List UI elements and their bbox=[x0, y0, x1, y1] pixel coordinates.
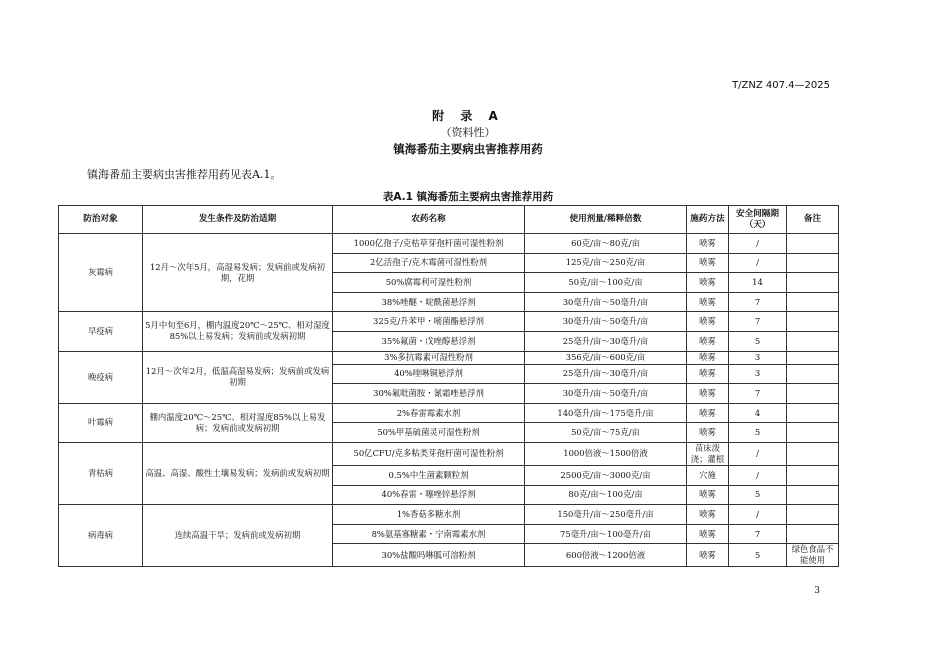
method-cell: 喷雾 bbox=[687, 544, 729, 567]
dosage-cell: 25毫升/亩～30毫升/亩 bbox=[525, 364, 687, 384]
page-number: 3 bbox=[814, 586, 820, 596]
table-header-row bbox=[59, 206, 839, 234]
interval-cell: 4 bbox=[729, 403, 787, 423]
note-cell bbox=[787, 331, 839, 351]
note-cell bbox=[787, 442, 839, 465]
target-cell: 病毒病 bbox=[59, 505, 143, 567]
pesticide-cell: 2%春雷霉素水剂 bbox=[333, 403, 525, 423]
note-cell bbox=[787, 364, 839, 384]
interval-cell: 14 bbox=[729, 273, 787, 293]
table-row bbox=[59, 442, 839, 465]
target-cell: 灰霉病 bbox=[59, 234, 143, 312]
note-cell bbox=[787, 292, 839, 312]
method-cell: 喷雾 bbox=[687, 485, 729, 505]
condition-cell: 12月～次年2月，低温高湿易发病；发病前或发病初期 bbox=[143, 351, 333, 403]
dosage-cell: 140毫升/亩～175毫升/亩 bbox=[525, 403, 687, 423]
condition-cell: 5月中旬至6月，棚内温度20℃～25℃、相对湿度85%以上易发病；发病前或发病初期 bbox=[143, 312, 333, 351]
interval-cell: 3 bbox=[729, 364, 787, 384]
pesticide-cell: 3%多抗霉素可湿性粉剂 bbox=[333, 351, 525, 364]
method-cell: 喷雾 bbox=[687, 234, 729, 254]
condition-cell: 棚内温度20℃～25℃、相对湿度85%以上易发病；发病前或发病初期 bbox=[143, 403, 333, 442]
pesticide-cell: 50%甲基硫菌灵可湿性粉剂 bbox=[333, 423, 525, 443]
pesticide-cell: 1%香菇多糖水剂 bbox=[333, 505, 525, 525]
interval-cell: 5 bbox=[729, 331, 787, 351]
method-cell: 喷雾 bbox=[687, 312, 729, 332]
target-cell: 早疫病 bbox=[59, 312, 143, 351]
pesticide-cell: 40%喹啉铜悬浮剂 bbox=[333, 364, 525, 384]
note-cell: 绿色食品不能使用 bbox=[787, 544, 839, 567]
appendix-heading: 镇海番茄主要病虫害推荐用药 bbox=[393, 142, 543, 156]
pesticide-cell: 35%氟菌・戊唑醇悬浮剂 bbox=[333, 331, 525, 351]
appendix-type: （资料性） bbox=[440, 126, 496, 139]
header-dosage: 使用剂量/稀释倍数 bbox=[525, 206, 687, 234]
table-row bbox=[59, 351, 839, 364]
method-cell: 喷雾 bbox=[687, 292, 729, 312]
dosage-cell: 75毫升/亩～100毫升/亩 bbox=[525, 524, 687, 544]
dosage-cell: 50克/亩～100克/亩 bbox=[525, 273, 687, 293]
method-cell: 喷雾 bbox=[687, 253, 729, 273]
appendix-title: 附 录 A bbox=[432, 109, 504, 123]
standard-code: T/ZNZ 407.4—2025 bbox=[732, 80, 830, 91]
method-cell: 喷雾 bbox=[687, 364, 729, 384]
note-cell bbox=[787, 384, 839, 404]
dosage-cell: 25毫升/亩～30毫升/亩 bbox=[525, 331, 687, 351]
interval-cell: / bbox=[729, 505, 787, 525]
table-caption: 表A.1 镇海番茄主要病虫害推荐用药 bbox=[382, 191, 554, 203]
pesticide-cell: 8%氨基寡糖素・宁南霉素水剂 bbox=[333, 524, 525, 544]
dosage-cell: 150毫升/亩～250毫升/亩 bbox=[525, 505, 687, 525]
method-cell: 喷雾 bbox=[687, 351, 729, 364]
target-cell: 晚疫病 bbox=[59, 351, 143, 403]
intro-text: 镇海番茄主要病虫害推荐用药见表A.1。 bbox=[87, 168, 282, 181]
note-cell bbox=[787, 351, 839, 364]
dosage-cell: 60克/亩～80克/亩 bbox=[525, 234, 687, 254]
note-cell bbox=[787, 403, 839, 423]
table-row bbox=[59, 234, 839, 254]
target-cell: 青枯病 bbox=[59, 442, 143, 504]
note-cell bbox=[787, 465, 839, 485]
pesticide-cell: 325克/升苯甲・嘧菌酯悬浮剂 bbox=[333, 312, 525, 332]
pesticide-cell: 38%唑醚・啶酰菌悬浮剂 bbox=[333, 292, 525, 312]
dosage-cell: 1000倍液～1500倍液 bbox=[525, 442, 687, 465]
header-note: 备注 bbox=[787, 206, 839, 234]
method-cell: 苗床泼浇；灌根 bbox=[687, 442, 729, 465]
method-cell: 喷雾 bbox=[687, 273, 729, 293]
dosage-cell: 30毫升/亩～50毫升/亩 bbox=[525, 312, 687, 332]
interval-cell: 5 bbox=[729, 544, 787, 567]
dosage-cell: 2500克/亩～3000克/亩 bbox=[525, 465, 687, 485]
header-pesticide: 农药名称 bbox=[333, 206, 525, 234]
note-cell bbox=[787, 234, 839, 254]
table-row bbox=[59, 403, 839, 423]
note-cell bbox=[787, 273, 839, 293]
pesticide-cell: 30%氟吡菌胺・氰霜唑悬浮剂 bbox=[333, 384, 525, 404]
condition-cell: 连续高温干旱；发病前或发病初期 bbox=[143, 505, 333, 567]
header-method: 施药方法 bbox=[687, 206, 729, 234]
table-row bbox=[59, 505, 839, 525]
pesticide-cell: 1000亿孢子/克枯草芽孢杆菌可湿性粉剂 bbox=[333, 234, 525, 254]
method-cell: 喷雾 bbox=[687, 331, 729, 351]
method-cell: 喷雾 bbox=[687, 384, 729, 404]
header-interval: 安全间隔期（天） bbox=[729, 206, 787, 234]
pesticide-cell: 50亿CFU/克多粘类芽孢杆菌可湿性粉剂 bbox=[333, 442, 525, 465]
interval-cell: / bbox=[729, 465, 787, 485]
dosage-cell: 125克/亩～250克/亩 bbox=[525, 253, 687, 273]
note-cell bbox=[787, 524, 839, 544]
method-cell: 穴施 bbox=[687, 465, 729, 485]
pesticide-cell: 0.5%中生菌素颗粒剂 bbox=[333, 465, 525, 485]
interval-cell: 3 bbox=[729, 351, 787, 364]
pesticide-cell: 2亿活孢子/克木霉菌可湿性粉剂 bbox=[333, 253, 525, 273]
interval-cell: 7 bbox=[729, 312, 787, 332]
dosage-cell: 80克/亩～100克/亩 bbox=[525, 485, 687, 505]
interval-cell: 5 bbox=[729, 485, 787, 505]
interval-cell: 7 bbox=[729, 384, 787, 404]
dosage-cell: 600倍液～1200倍液 bbox=[525, 544, 687, 567]
condition-cell: 12月～次年5月，高湿易发病；发病前或发病初期，花期 bbox=[143, 234, 333, 312]
interval-cell: / bbox=[729, 234, 787, 254]
interval-cell: / bbox=[729, 253, 787, 273]
method-cell: 喷雾 bbox=[687, 505, 729, 525]
dosage-cell: 30毫升/亩～50毫升/亩 bbox=[525, 292, 687, 312]
interval-cell: 7 bbox=[729, 524, 787, 544]
target-cell: 叶霉病 bbox=[59, 403, 143, 442]
pesticide-cell: 40%春雷・噻唑锌悬浮剂 bbox=[333, 485, 525, 505]
note-cell bbox=[787, 505, 839, 525]
interval-cell: / bbox=[729, 442, 787, 465]
note-cell bbox=[787, 485, 839, 505]
note-cell bbox=[787, 312, 839, 332]
pesticide-cell: 30%盐酸吗啉胍可溶粉剂 bbox=[333, 544, 525, 567]
method-cell: 喷雾 bbox=[687, 423, 729, 443]
condition-cell: 高温、高湿、酸性土壤易发病；发病前或发病初期 bbox=[143, 442, 333, 504]
method-cell: 喷雾 bbox=[687, 524, 729, 544]
interval-cell: 7 bbox=[729, 292, 787, 312]
dosage-cell: 356克/亩～600克/亩 bbox=[525, 351, 687, 364]
dosage-cell: 30毫升/亩～50毫升/亩 bbox=[525, 384, 687, 404]
recommended-pesticide-table bbox=[58, 205, 839, 567]
header-target: 防治对象 bbox=[59, 206, 143, 234]
dosage-cell: 50克/亩～75克/亩 bbox=[525, 423, 687, 443]
pesticide-cell: 50%腐霉利可湿性粉剂 bbox=[333, 273, 525, 293]
header-condition: 发生条件及防治适期 bbox=[143, 206, 333, 234]
note-cell bbox=[787, 253, 839, 273]
interval-cell: 5 bbox=[729, 423, 787, 443]
note-cell bbox=[787, 423, 839, 443]
method-cell: 喷雾 bbox=[687, 403, 729, 423]
table-row bbox=[59, 312, 839, 332]
